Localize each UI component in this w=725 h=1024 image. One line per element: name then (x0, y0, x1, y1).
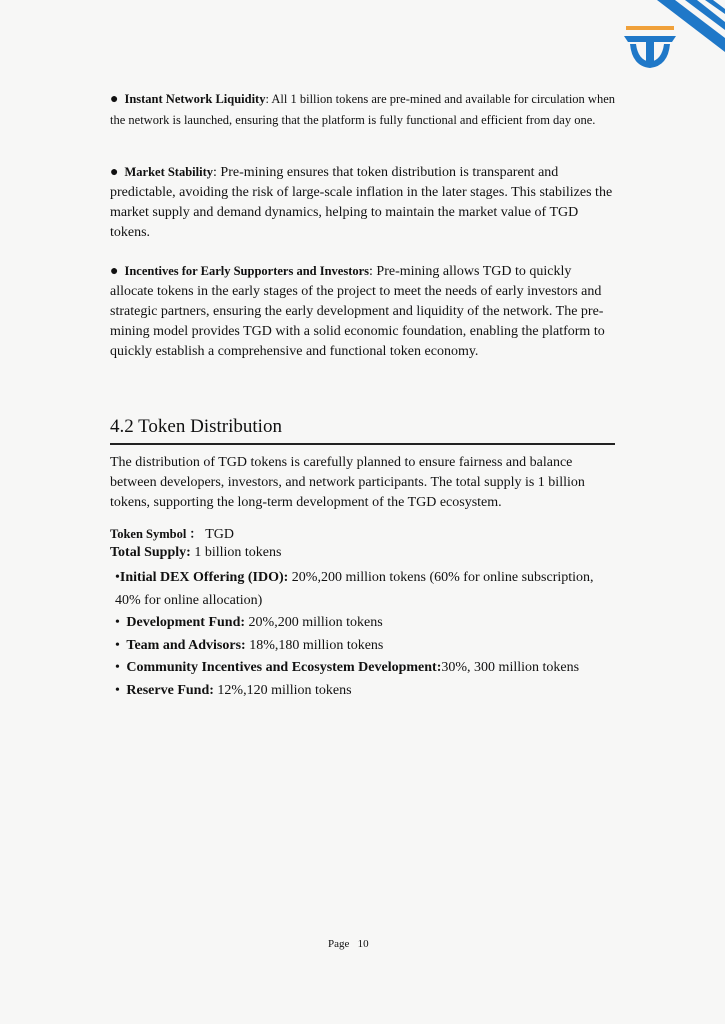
bullet: • (115, 570, 120, 585)
distribution-item (110, 567, 620, 612)
distribution-value: 12%,120 million tokens (213, 682, 352, 698)
token-symbol-line (110, 524, 234, 543)
advantage-text: : Pre-mining allows TGD to quickly allocate tokens in the early stages of the project to meet the needs of early investors and strategic partners, ensuring the early development and liquidity of the network. The pre-mining model provides TGD with a solid economic foundation, enabling the platform to quickly establish a comprehensive and functional token economy. (110, 264, 605, 359)
distribution-value: 30%, 300 million tokens (441, 660, 580, 675)
distribution-label: Team and Advisors: (126, 637, 246, 653)
bullet: ● (110, 92, 119, 107)
advantage-title: Instant Network Liquidity (124, 92, 266, 106)
bullet: • (115, 660, 120, 675)
distribution-item (110, 635, 620, 658)
total-supply-line (110, 545, 281, 561)
total-supply-label: Total Supply: (110, 545, 191, 560)
page-label: Page (328, 938, 350, 950)
distribution-label: Community Incentives and Ecosystem Development: (126, 660, 442, 675)
distribution-item (110, 612, 620, 635)
page-number: 10 (357, 938, 369, 950)
distribution-item (110, 657, 620, 680)
advantage-paragraph (110, 89, 615, 130)
distribution-value: 18%,180 million tokens (245, 637, 384, 653)
total-supply-value: 1 billion tokens (190, 545, 282, 560)
token-symbol-label: Token Symbol ： (110, 527, 202, 541)
bullet: • (115, 637, 120, 653)
section-heading: 4.2 Token Distribution (110, 416, 615, 445)
bullet: ● (110, 264, 119, 279)
advantage-text: : Pre-mining ensures that token distribution is transparent and predictable, avoiding the risk of large-scale inflation in the later stages. This stabilizes the market supply and demand dynamics, helping to maintain the market value of TGD tokens. (110, 165, 613, 240)
distribution-label: Initial DEX Offering (IDO): (119, 570, 289, 585)
distribution-label: Development Fund: (126, 615, 246, 630)
section-intro: The distribution of TGD tokens is carefully planned to ensure fairness and balance between developers, investors, and network participants. The total supply is 1 billion tokens, supporting the long-term development of the TGD ecosystem. (110, 455, 585, 510)
distribution-list (110, 567, 620, 702)
bullet: • (115, 615, 120, 630)
advantage-text: : All 1 billion tokens are pre-mined and available for circulation when the network is launched, ensuring that the platform is fully functional and efficient from day one. (110, 92, 616, 127)
bullet: • (115, 682, 120, 698)
page-footer (328, 938, 369, 950)
advantage-title: Market Stability (124, 165, 214, 179)
distribution-value: 20%,200 million tokens (60% for online subscription, 40% for online allocation) (115, 570, 594, 608)
advantage-paragraph (110, 261, 615, 362)
distribution-label: Reserve Fund: (126, 682, 214, 698)
distribution-item (110, 680, 620, 703)
advantage-paragraph (110, 162, 615, 243)
bullet: ● (110, 165, 119, 180)
company-logo-icon (620, 22, 680, 70)
distribution-value: 20%,200 million tokens (245, 615, 383, 630)
advantage-title: Incentives for Early Supporters and Investors (124, 264, 370, 278)
token-symbol-value: TGD (205, 527, 234, 542)
